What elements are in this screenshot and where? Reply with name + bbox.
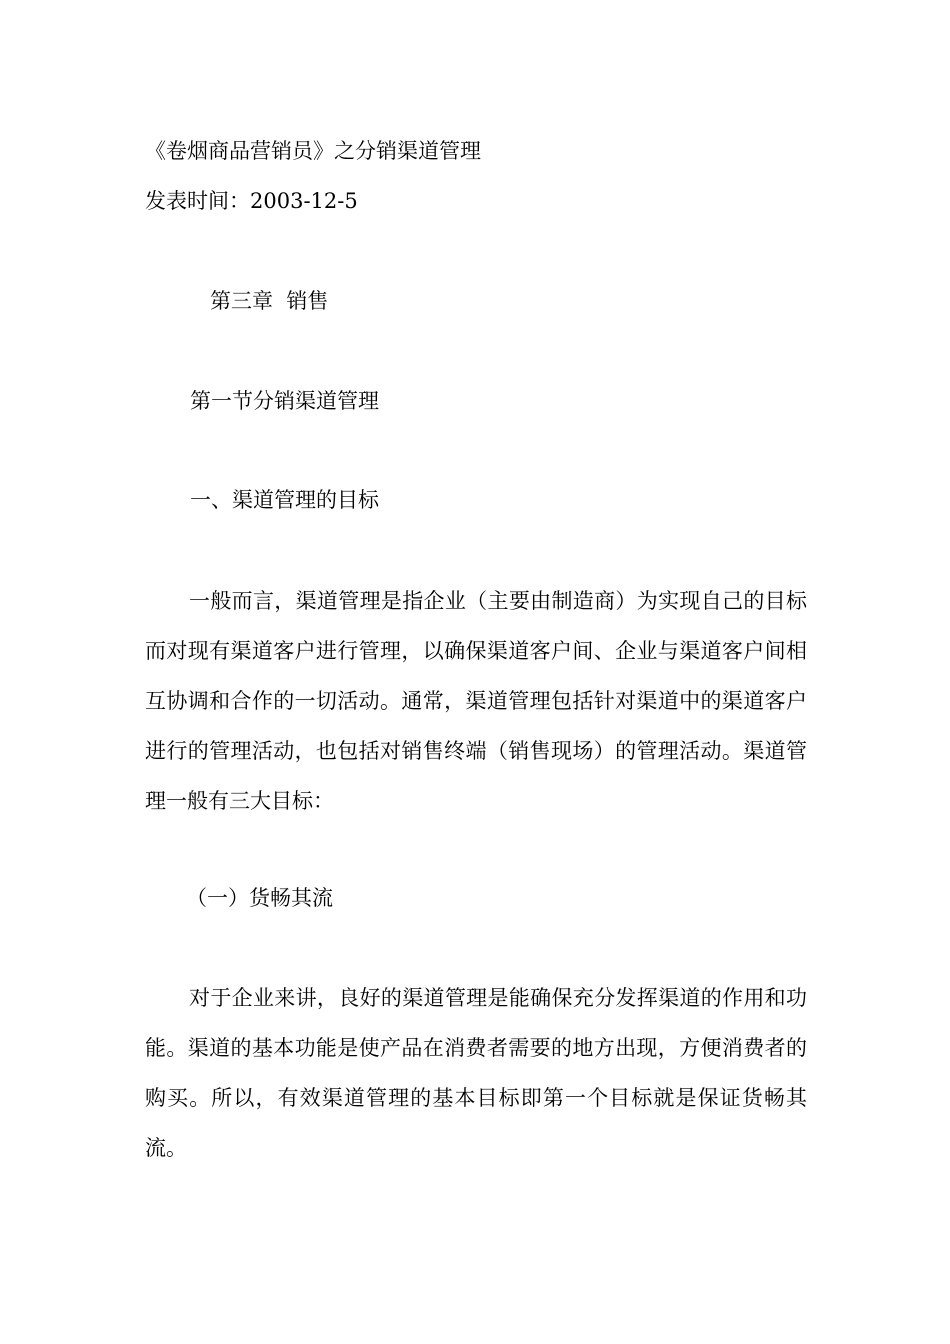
subheading-goods-flow: （一）货畅其流: [186, 886, 333, 910]
heading-targets: 一、渠道管理的目标: [190, 488, 379, 512]
chapter-heading: 第三章 销售: [210, 289, 329, 313]
publish-date: 发表时间：2003-12-5: [145, 189, 358, 213]
document-title: 《卷烟商品营销员》之分销渠道管理: [145, 139, 481, 163]
section-heading: 第一节分销渠道管理: [190, 389, 379, 413]
paragraph-goods-flow: 对于企业来讲，良好的渠道管理是能确保充分发挥渠道的作用和功能。渠道的基本功能是使产品在消费者需要的地方出现，方便消费者的购买。所以，有效渠道管理的基本目标即第一个目标就是保证货畅其流。: [145, 986, 807, 1160]
paragraph-channel-management: 一般而言，渠道管理是指企业（主要由制造商）为实现自己的目标而对现有渠道客户进行管理，以确保渠道客户间、企业与渠道客户间相互协调和合作的一切活动。通常，渠道管理包括针对渠道中的渠道客户进行的管理活动，也包括对销售终端（销售现场）的管理活动。渠道管理一般有三大目标：: [145, 589, 807, 813]
